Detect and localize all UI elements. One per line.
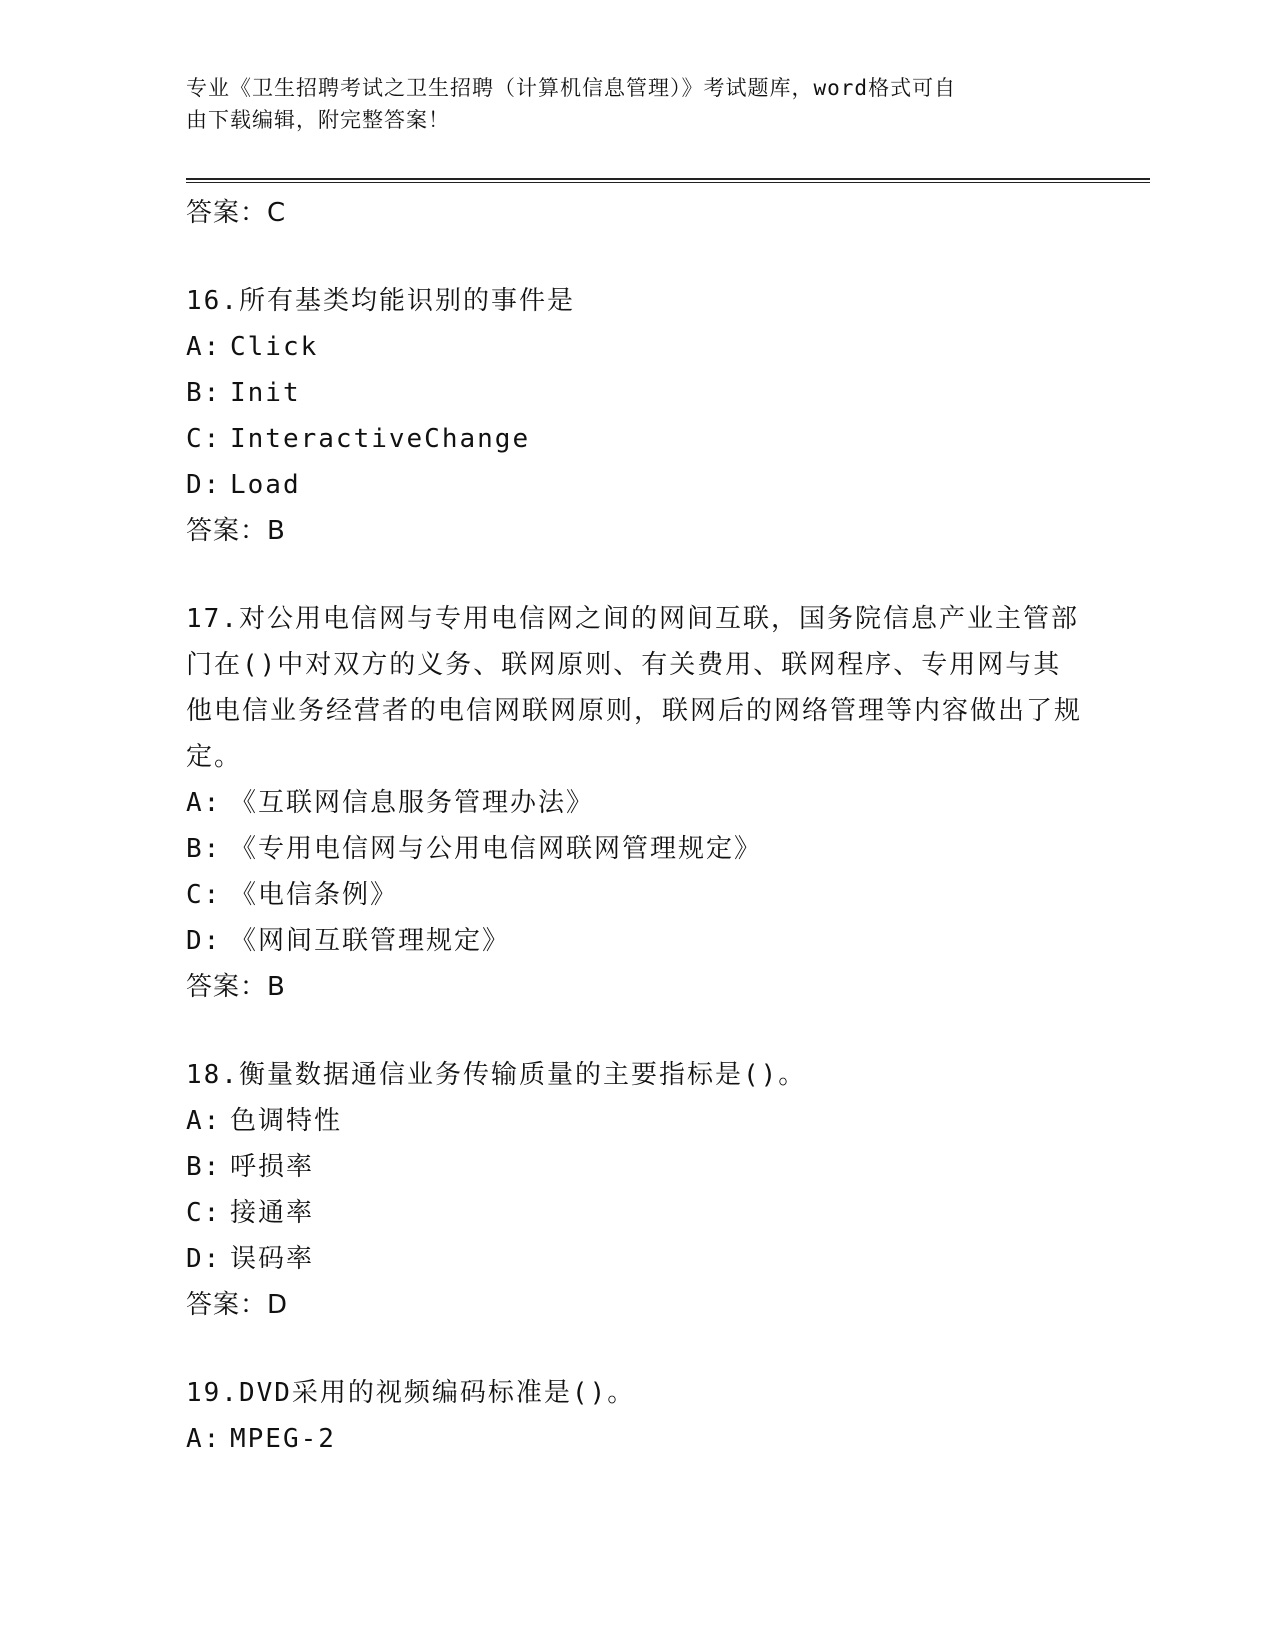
header-rule-thick xyxy=(186,178,1150,180)
previous-answer: 答案：C xyxy=(186,198,287,228)
option-key: C: xyxy=(186,424,222,454)
option-key: B: xyxy=(186,1152,222,1182)
option-text: 《互联网信息服务管理办法》 xyxy=(230,788,595,818)
option-text: Load xyxy=(230,470,301,500)
question-18 xyxy=(186,1052,1086,1328)
option-b xyxy=(186,826,1086,872)
option-key: C: xyxy=(186,880,222,910)
option-c xyxy=(186,1190,1086,1236)
option-key: C: xyxy=(186,1198,222,1228)
option-d xyxy=(186,918,1086,964)
option-text: 《网间互联管理规定》 xyxy=(230,926,511,956)
question-17 xyxy=(186,596,1086,1010)
question-stem: 16.所有基类均能识别的事件是 xyxy=(186,286,575,316)
option-key: D: xyxy=(186,1244,222,1274)
answer-line: 答案：D xyxy=(186,1290,289,1320)
option-text: 接通率 xyxy=(230,1198,315,1228)
header-line-1: 专业《卫生招聘考试之卫生招聘（计算机信息管理）》考试题库，word格式可自 xyxy=(186,76,957,100)
option-text: 误码率 xyxy=(230,1244,315,1274)
option-c xyxy=(186,872,1086,918)
option-key: D: xyxy=(186,926,222,956)
document-header xyxy=(186,72,1086,136)
option-key: B: xyxy=(186,378,222,408)
question-stem: 19.DVD采用的视频编码标准是()。 xyxy=(186,1378,636,1408)
option-c xyxy=(186,416,1086,462)
option-b xyxy=(186,1144,1086,1190)
option-text: 《电信条例》 xyxy=(230,880,399,910)
option-key: A: xyxy=(186,332,222,362)
option-text: 《专用电信网与公用电信网联网管理规定》 xyxy=(230,834,763,864)
option-key: A: xyxy=(186,788,222,818)
question-19 xyxy=(186,1370,1086,1462)
answer-line: 答案：B xyxy=(186,972,286,1002)
answer-line: 答案：B xyxy=(186,516,286,546)
option-text: Init xyxy=(230,378,301,408)
option-a xyxy=(186,324,1086,370)
option-key: B: xyxy=(186,834,222,864)
option-text: Click xyxy=(230,332,319,362)
question-stem: 17.对公用电信网与专用电信网之间的网间互联，国务院信息产业主管部门在()中对双方的义务、联网原则、有关费用、联网程序、专用网与其他电信业务经营者的电信网联网原则，联网后的网络管理等内容做出了规定。 xyxy=(186,604,1083,772)
option-key: D: xyxy=(186,470,222,500)
question-16 xyxy=(186,278,1086,554)
header-line-2: 由下载编辑，附完整答案！ xyxy=(186,108,450,132)
option-a xyxy=(186,780,1086,826)
option-text: InteractiveChange xyxy=(230,424,531,454)
option-text: 呼损率 xyxy=(230,1152,315,1182)
option-d xyxy=(186,462,1086,508)
option-text: MPEG-2 xyxy=(230,1424,336,1454)
question-list xyxy=(186,190,1086,1462)
option-key: A: xyxy=(186,1424,222,1454)
option-a xyxy=(186,1098,1086,1144)
option-d xyxy=(186,1236,1086,1282)
option-a xyxy=(186,1416,1086,1462)
option-text: 色调特性 xyxy=(230,1106,343,1136)
header-rule-thin xyxy=(186,182,1150,183)
option-b xyxy=(186,370,1086,416)
option-key: A: xyxy=(186,1106,222,1136)
question-stem: 18.衡量数据通信业务传输质量的主要指标是()。 xyxy=(186,1060,807,1090)
